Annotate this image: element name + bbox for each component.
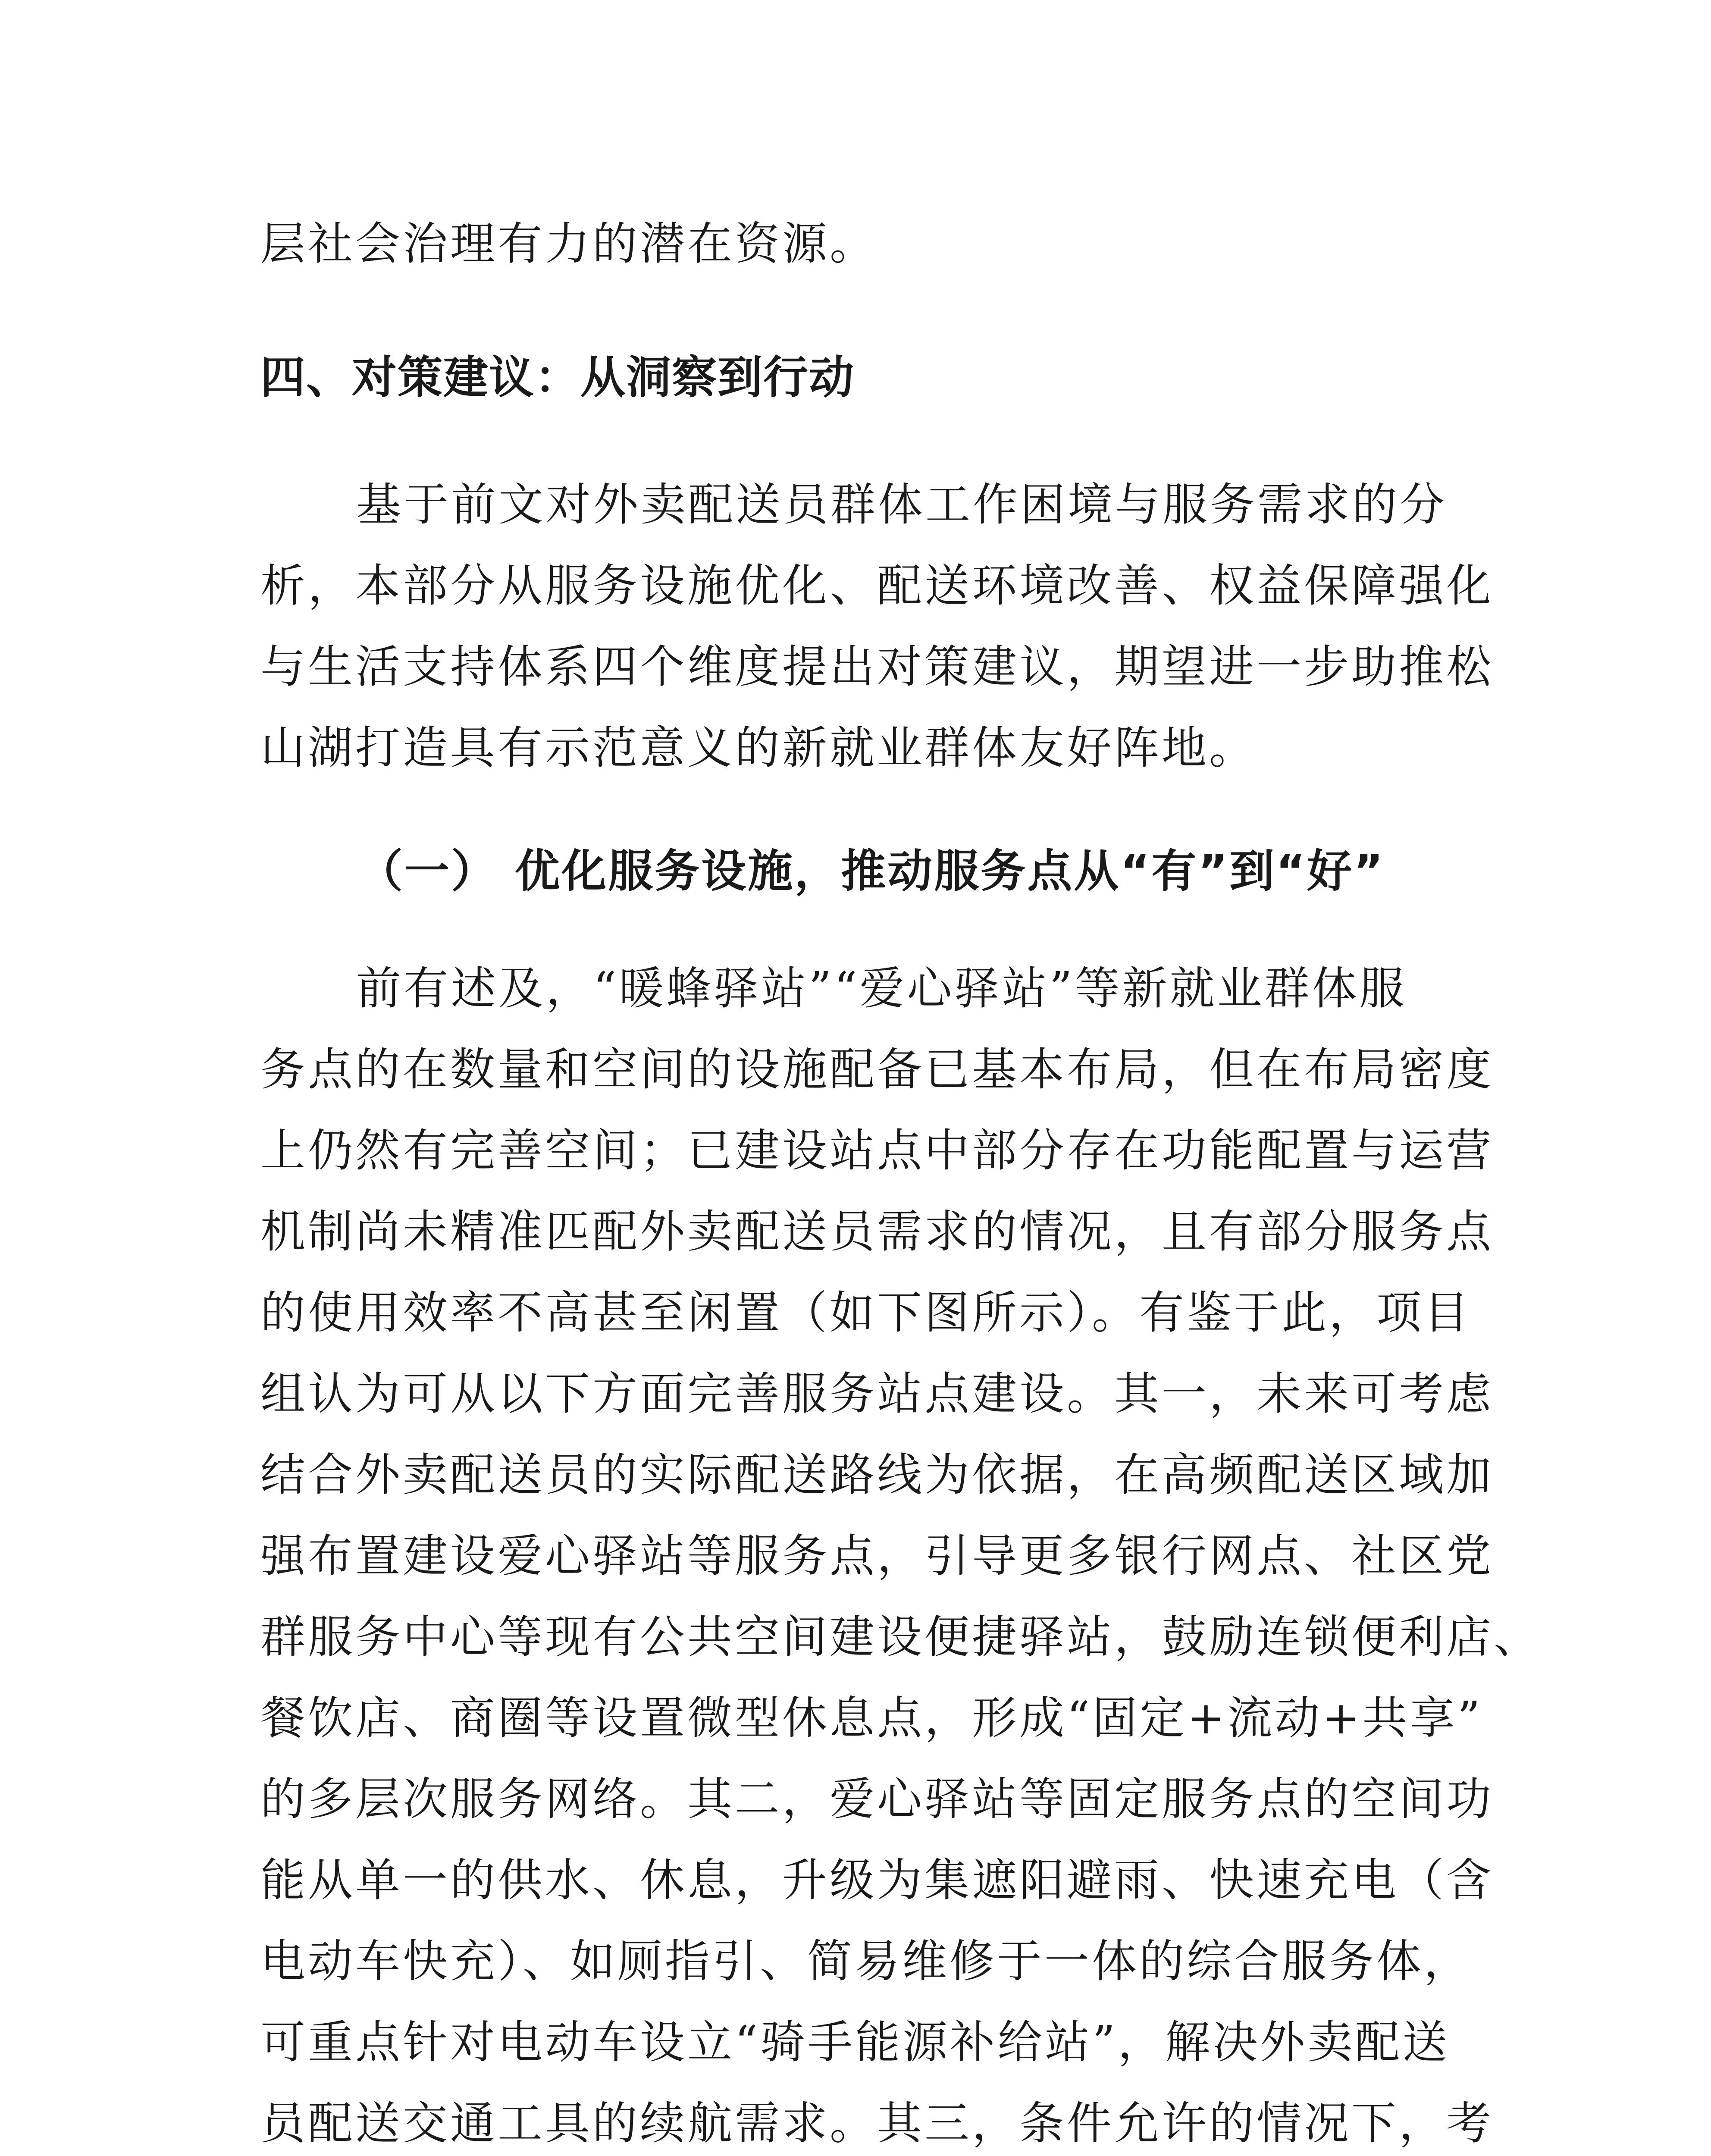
section-heading: 四、对策建议：从洞察到行动 [260,351,855,404]
paragraph-line: 电动车快充）、如厕指引、简易维修于一体的综合服务体， [260,1935,1472,1987]
paragraph-line: 基于前文对外卖配送员群体工作困境与服务需求的分 [356,478,1448,531]
paragraph-line: 山湖打造具有示范意义的新就业群体友好阵地。 [260,721,1257,774]
paragraph-line: 强布置建设爱心驿站等服务点，引导更多银行网点、社区党 [260,1529,1494,1582]
paragraph-line: 能从单一的供水、休息，升级为集遮阳避雨、快速充电（含 [260,1854,1494,1906]
paragraph-line: 的使用效率不高甚至闲置（如下图所示）。有鉴于此，项目 [260,1286,1472,1339]
paragraph-line: 的多层次服务网络。其二，爱心驿站等固定服务点的空间功 [260,1773,1494,1825]
paragraph-line: 务点的在数量和空间的设施配备已基本布局，但在布局密度 [260,1043,1494,1096]
paragraph-line: 可重点针对电动车设立“骑手能源补给站”，解决外卖配送 [260,2016,1450,2068]
paragraph-line: 餐饮店、商圈等设置微型休息点，形成“固定+流动+共享” [260,1692,1483,1744]
paragraph-line: 前有述及，“暖蜂驿站”“爱心驿站”等新就业群体服 [356,962,1407,1015]
paragraph-line: 组认为可从以下方面完善服务站点建设。其一，未来可考虑 [260,1367,1494,1420]
paragraph-line: 员配送交通工具的续航需求。其三，条件允许的情况下，考 [260,2097,1494,2150]
paragraph-line: 析，本部分从服务设施优化、配送环境改善、权益保障强化 [260,559,1494,612]
paragraph-line: 结合外卖配送员的实际配送路线为依据，在高频配送区域加 [260,1448,1494,1501]
paragraph-line: 与生活支持体系四个维度提出对策建议，期望进一步助推松 [260,640,1494,693]
subsection-heading: （一） 优化服务设施，推动服务点从“有”到“好” [358,845,1385,897]
paragraph-line: 机制尚未精准匹配外卖配送员需求的情况，且有部分服务点 [260,1205,1494,1258]
paragraph-line: 群服务中心等现有公共空间建设便捷驿站，鼓励连锁便利店、 [260,1611,1542,1663]
paragraph-line: 上仍然有完善空间；已建设站点中部分存在功能配置与运营 [260,1124,1494,1177]
paragraph-line: 层社会治理有力的潜在资源。 [260,217,877,270]
